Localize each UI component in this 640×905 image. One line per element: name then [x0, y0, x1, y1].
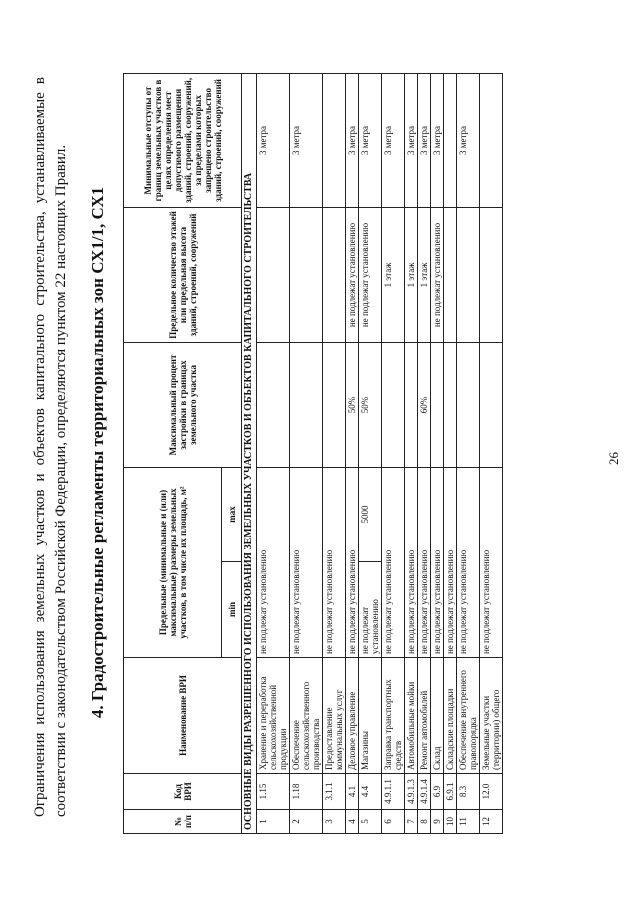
- header-size: Предельные (минимальные и (или) максимальные) размеры земельных участков, в том числе их площадь, м²: [124, 467, 222, 657]
- table-row: 11 8.3 Обеспечение внутреннего правопорядка не подлежат установлению 3 метра: [457, 73, 480, 833]
- table-row: 8 4.9.1.4 Ремонт автомобилей не подлежат установлению 60% 1 этаж 3 метра: [418, 73, 431, 833]
- table-row: 6 4.9.1.1 Заправка транспортных средств не подлежат установлению 1 этаж 3 метра: [382, 73, 405, 833]
- header-percent: Максимальный процент застройки в границах земельного участка: [124, 342, 242, 467]
- table-row: 1 1.15 Хранение и переработка сельскохозяйственной продукции не подлежат установлению 3 метра: [257, 73, 290, 833]
- section-heading: 4. Градостроительные регламенты территориальных зон СХ1/1, СХ1: [88, 186, 107, 719]
- page-number: 26: [606, 452, 621, 465]
- regulations-table: [123, 73, 503, 834]
- table-row: 9 6.9 Склад не подлежат установлению не подлежат установлению 3 метра: [431, 73, 444, 833]
- table-row: 10 6.9.1 Складские площадки не подлежат установлению: [444, 73, 457, 833]
- table-row: 5 4.4 Магазины не подлежат установлению 5000 50% не подлежат установлению 3 метра: [359, 73, 382, 833]
- intro-paragraph: Ограничения использования земельных участков и объектов капитального строительства, устанавливаемые в соответствии с законодательством Российской Федерации, определяются пунктом 22 настоящих Правил.: [32, 77, 69, 817]
- table-row: 2 1.18 Обеспечение сельскохозяйственного производства не подлежат установлению 3 метра: [290, 73, 323, 833]
- header-num: № п/п: [124, 810, 242, 834]
- table-row: 7 4.9.1.3 Автомобильные мойки не подлежат установлению 1 этаж 3 метра: [405, 73, 418, 833]
- section-title: ОСНОВНЫЕ ВИДЫ РАЗРЕШЕННОГО ИСПОЛЬЗОВАНИЯ ЗЕМЕЛЬНЫХ УЧАСТКОВ И ОБЪЕКТОВ КАПИТАЛЬНОГО СТРОИТЕЛЬСТВА: [242, 73, 257, 833]
- header-name: Наименование ВРИ: [124, 658, 242, 774]
- header-setback: Минимальные отступы от границ земельных участков в целях определения мест допустимого размещения зданий, строений, сооружений, за пределами которых запрещено строительство зданий, строений, сооружений: [124, 73, 242, 207]
- header-code: Код ВРИ: [124, 774, 242, 810]
- header-min: min: [222, 562, 242, 658]
- header-floors: Предельное количество этажей или предельная высота зданий, строений, сооружений: [124, 207, 242, 342]
- header-max: max: [222, 467, 242, 561]
- table-row: 12 12.0 Земельные участки (территории) общего не подлежат установлению: [480, 73, 503, 833]
- table-row: 4 4.1 Деловое управление не подлежат установлению 50% не подлежат установлению 3 метра: [346, 73, 359, 833]
- table-row: 3 3.1.1 Предоставление коммунальных услуг не подлежат установлению: [323, 73, 346, 833]
